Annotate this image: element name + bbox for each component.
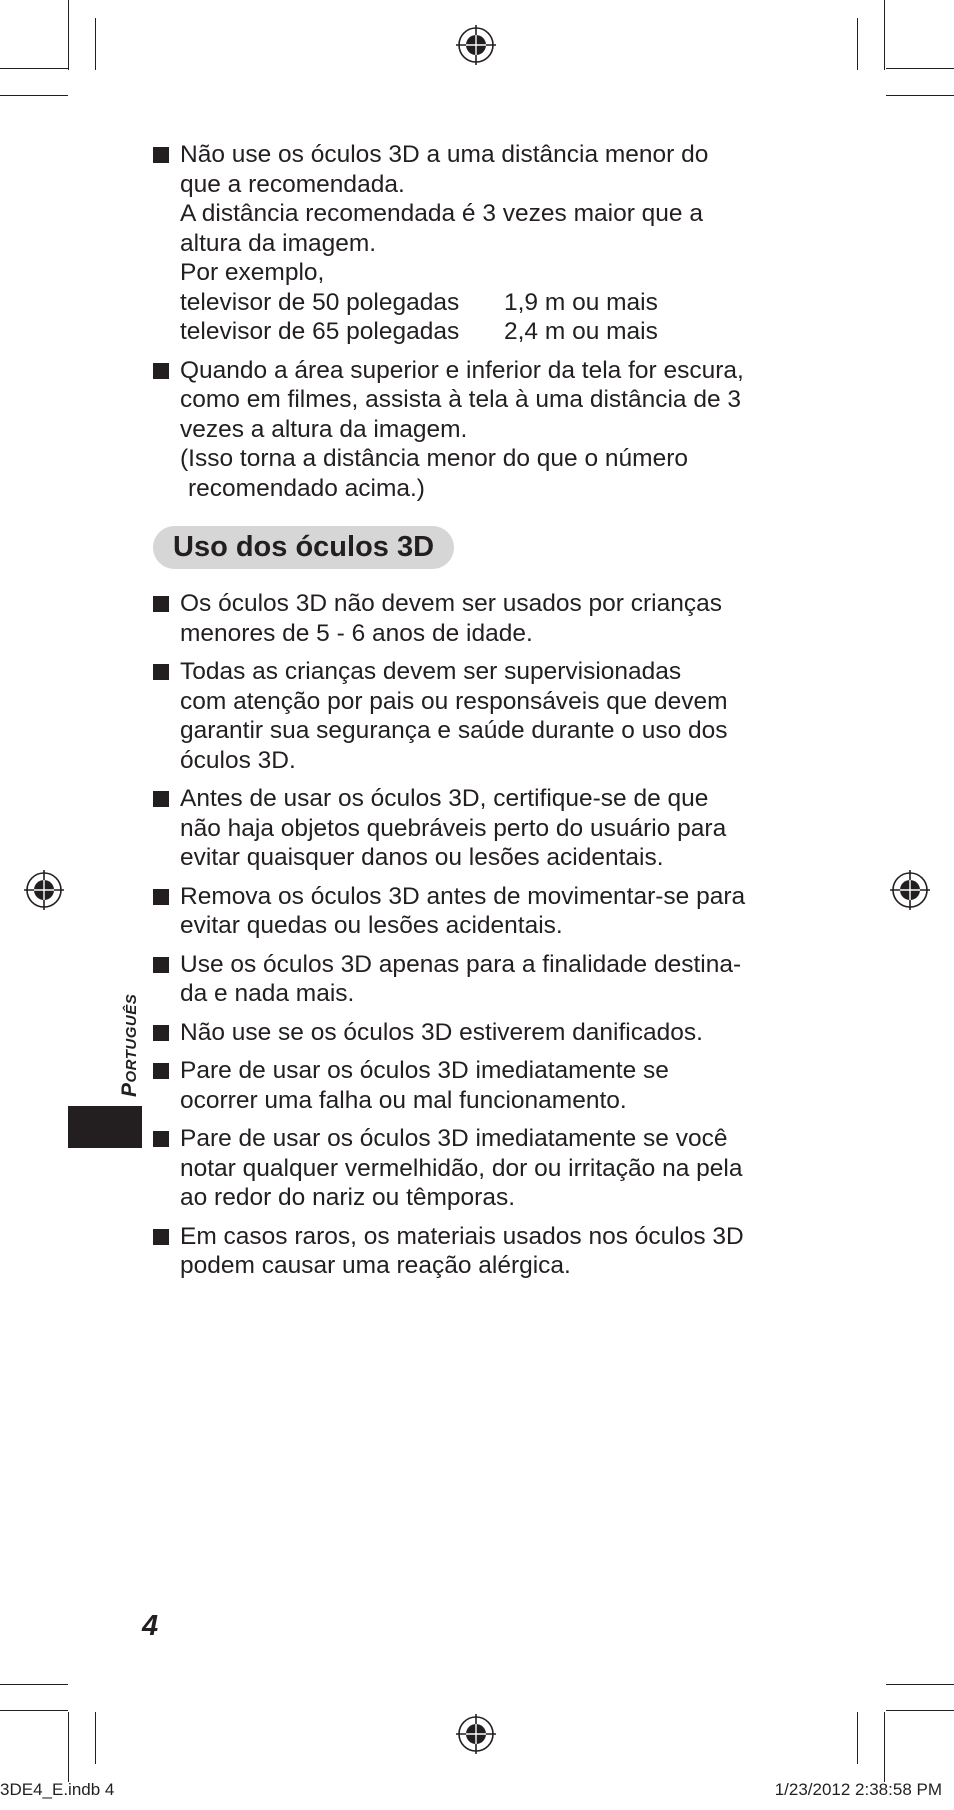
square-bullet-icon (153, 147, 169, 163)
item-line: Pare de usar os óculos 3D imediatamente se (180, 1057, 669, 1084)
section-title: Uso dos óculos 3D (153, 526, 454, 569)
item-line: Antes de usar os óculos 3D, certifique-se de que (180, 785, 709, 812)
item-line: Remova os óculos 3D antes de movimentar-se para (180, 882, 746, 910)
list-item (153, 1018, 793, 1048)
list-item (153, 657, 793, 775)
item-line: Por exemplo, (180, 259, 325, 286)
recommended-distance: 1,9 m ou mais (504, 288, 658, 316)
item-line: Pare de usar os óculos 3D imediatamente se você (180, 1125, 728, 1152)
item-line: Em casos raros, os materiais usados nos óculos 3D (180, 1222, 744, 1250)
square-bullet-icon (153, 1025, 169, 1041)
square-bullet-icon (153, 791, 169, 807)
registration-mark-icon (890, 870, 930, 910)
item-line: ocorrer uma falha ou mal funcionamento. (180, 1086, 627, 1114)
crop-mark (0, 1710, 68, 1711)
distance-row (180, 288, 793, 318)
crop-mark (884, 1712, 885, 1782)
crop-mark (0, 1684, 68, 1685)
main-content (153, 140, 793, 1290)
item-line: ao redor do nariz ou têmporas. (180, 1184, 516, 1211)
language-label (118, 994, 142, 1097)
item-line: Quando a área superior e inferior da tela for escura, (180, 356, 744, 384)
list-item (153, 356, 793, 504)
item-line: não haja objetos quebráveis perto do usuário para (180, 814, 727, 842)
list-item (153, 1222, 793, 1281)
crop-mark (68, 1712, 69, 1782)
tv-size: televisor de 65 polegadas (180, 318, 460, 345)
item-line: com atenção por pais ou responsáveis que devem (180, 687, 728, 715)
language-label-initial: P (118, 1082, 141, 1097)
list-item (153, 882, 793, 941)
list-item (153, 784, 793, 873)
item-line: A distância recomendada é 3 vezes maior que a (180, 200, 703, 227)
square-bullet-icon (153, 1063, 169, 1079)
list-item (153, 950, 793, 1009)
slug-timestamp: 1/23/2012 2:38:58 PM (774, 1780, 942, 1799)
square-bullet-icon (153, 889, 169, 905)
crop-mark (95, 1712, 96, 1764)
crop-mark (886, 95, 954, 96)
item-line: notar qualquer vermelhidão, dor ou irritação na pela (180, 1154, 743, 1182)
item-line: recomendado acima.) (188, 474, 425, 502)
crop-mark (857, 18, 858, 70)
item-line: podem causar uma reação alérgica. (180, 1252, 571, 1279)
registration-mark-icon (456, 25, 496, 65)
item-line: Todas as crianças devem ser supervisionadas (180, 658, 682, 685)
item-line: Use os óculos 3D apenas para a finalidade destina- (180, 950, 742, 978)
item-line: (Isso torna a distância menor do que o número (180, 445, 688, 472)
crop-mark (68, 0, 69, 70)
recommended-distance: 2,4 m ou mais (504, 318, 658, 345)
item-line: como em filmes, assista à tela à uma distância de 3 (180, 386, 742, 413)
crop-mark (857, 1712, 858, 1764)
item-line: menores de 5 - 6 anos de idade. (180, 619, 533, 647)
square-bullet-icon (153, 1229, 169, 1245)
item-line: Não use se os óculos 3D estiverem danificados. (180, 1018, 703, 1046)
crop-mark (95, 18, 96, 70)
crop-mark (0, 68, 68, 69)
tv-size: televisor de 50 polegadas (180, 288, 460, 316)
square-bullet-icon (153, 363, 169, 379)
square-bullet-icon (153, 596, 169, 612)
page-number: 4 (142, 1610, 159, 1642)
list-item (153, 1124, 793, 1213)
crop-mark (0, 95, 68, 96)
crop-mark (886, 1684, 954, 1685)
crop-mark (886, 1710, 954, 1711)
list-item (153, 140, 793, 347)
language-label-rest: ORTUGUÊS (123, 993, 140, 1083)
list-item (153, 1056, 793, 1115)
square-bullet-icon (153, 664, 169, 680)
registration-mark-icon (456, 1714, 496, 1754)
crop-mark (886, 68, 954, 69)
item-line: Não use os óculos 3D a uma distância menor do (180, 141, 709, 168)
language-tab (68, 1106, 142, 1148)
item-line: que a recomendada. (180, 170, 405, 198)
item-line: garantir sua segurança e saúde durante o uso dos (180, 717, 728, 744)
item-line: vezes a altura da imagem. (180, 415, 468, 443)
slug-filename: 3DE4_E.indb 4 (0, 1780, 115, 1799)
distance-row (180, 317, 793, 347)
item-line: Os óculos 3D não devem ser usados por crianças (180, 590, 722, 617)
square-bullet-icon (153, 957, 169, 973)
item-line: altura da imagem. (180, 229, 377, 257)
square-bullet-icon (153, 1131, 169, 1147)
item-line: evitar quedas ou lesões acidentais. (180, 912, 563, 939)
item-line: evitar quaisquer danos ou lesões acidentais. (180, 844, 664, 871)
item-line: óculos 3D. (180, 746, 296, 774)
registration-mark-icon (24, 870, 64, 910)
list-item (153, 589, 793, 648)
crop-mark (884, 0, 885, 70)
item-line: da e nada mais. (180, 980, 355, 1007)
